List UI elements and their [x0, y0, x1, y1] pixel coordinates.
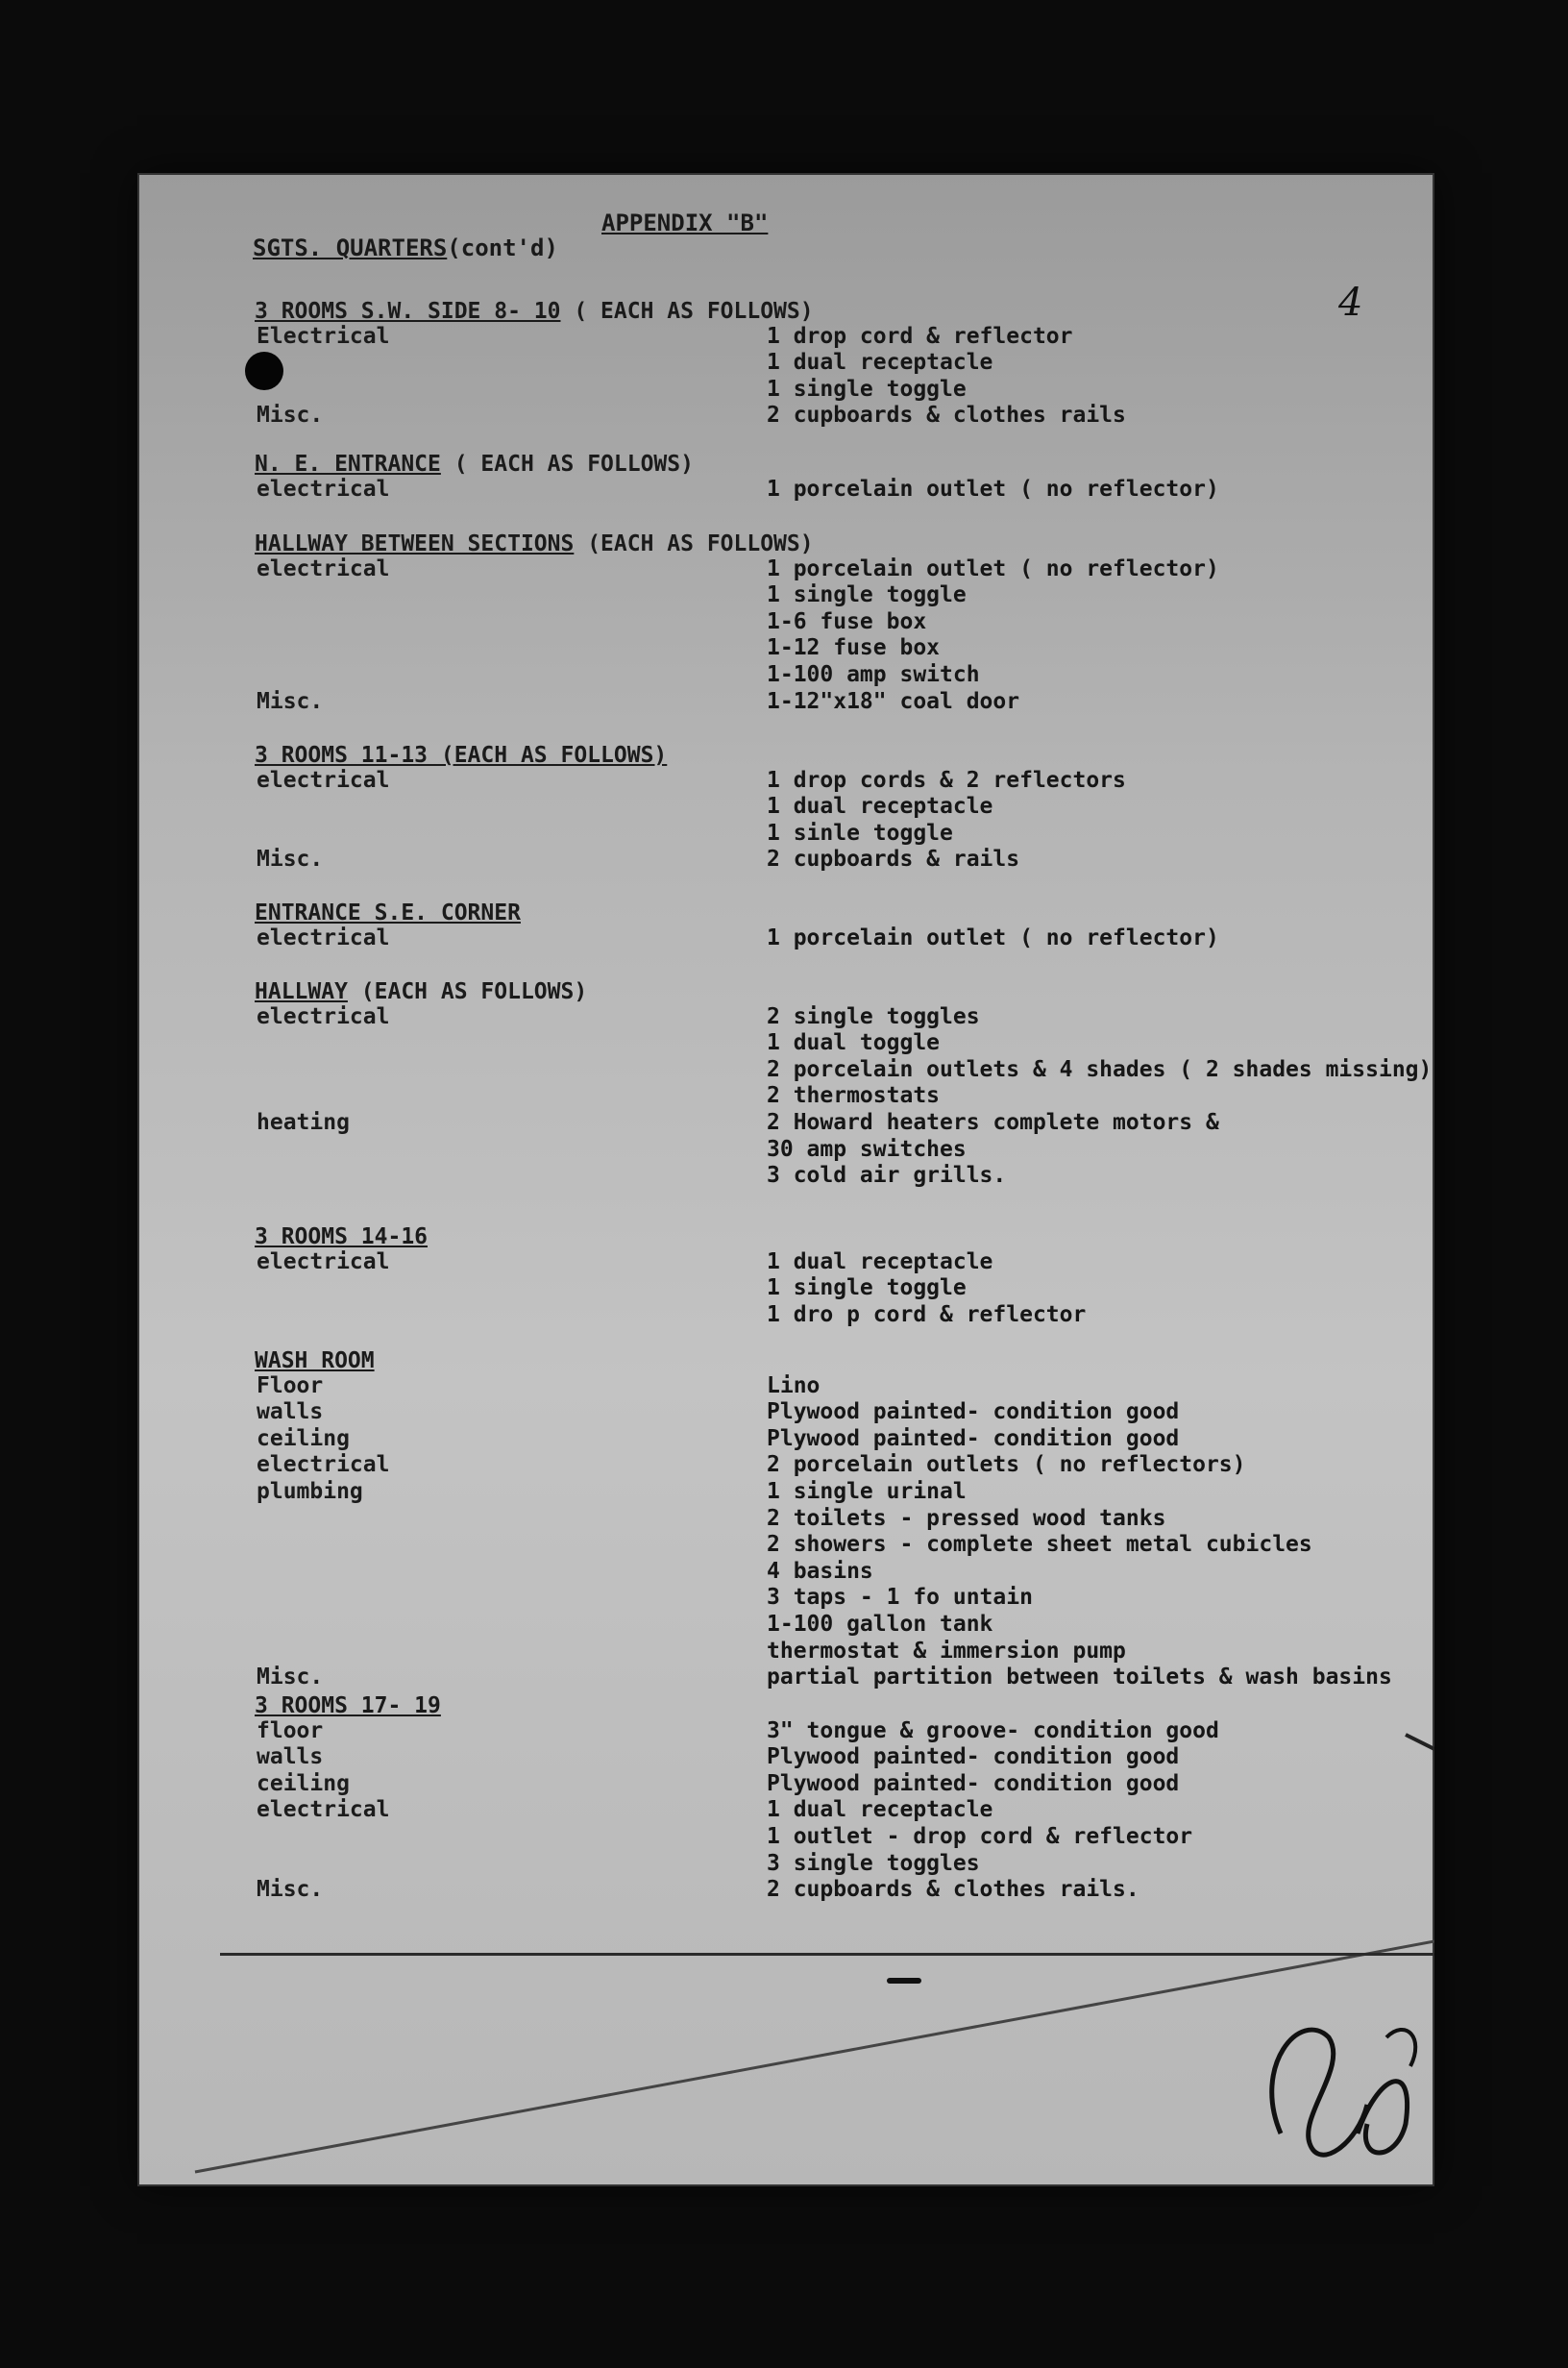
- item-description: 1 outlet - drop cord & reflector: [767, 1824, 1193, 1849]
- page-number-stamp: 4: [1338, 281, 1363, 325]
- item-category: ceiling: [257, 1425, 350, 1451]
- inventory-row: [137, 1030, 1434, 1057]
- section-heading-suffix: ( EACH AS FOLLOWS): [440, 452, 694, 477]
- inventory-row: [137, 1877, 1434, 1904]
- inventory-row: [137, 1585, 1434, 1612]
- item-category: Misc.: [257, 403, 324, 429]
- section-heading-label: 3 ROOMS 17- 19: [255, 1693, 441, 1718]
- item-description: 1-12 fuse box: [767, 635, 941, 661]
- item-description: 1-100 gallon tank: [767, 1612, 993, 1637]
- inventory-row: [137, 582, 1434, 609]
- inventory-row: [137, 847, 1434, 874]
- inventory-section: [137, 1224, 1434, 1336]
- item-description: 1 porcelain outlet ( no reflector): [767, 555, 1219, 581]
- section-heading: [255, 531, 814, 556]
- item-description: thermostat & immersion pump: [767, 1638, 1126, 1664]
- item-description: 1 dual toggle: [767, 1030, 941, 1056]
- section-heading: [255, 1348, 375, 1373]
- continued-heading-label: SGTS. QUARTERS: [253, 234, 448, 261]
- item-category: electrical: [257, 476, 390, 502]
- inventory-row: [137, 1083, 1434, 1110]
- item-category: electrical: [257, 1797, 390, 1823]
- item-category: Misc.: [257, 1665, 324, 1690]
- inventory-row: [137, 1057, 1434, 1084]
- section-heading-label: WASH ROOM: [255, 1348, 375, 1373]
- item-description: Plywood painted- condition good: [767, 1744, 1180, 1770]
- section-heading-label: 3 ROOMS 14-16: [255, 1224, 429, 1249]
- section-heading: [255, 900, 521, 925]
- item-description: 1 dro p cord & reflector: [767, 1301, 1087, 1327]
- item-description: 1 drop cord & reflector: [767, 323, 1073, 349]
- section-heading-label: HALLWAY BETWEEN SECTIONS: [255, 531, 575, 556]
- section-heading-suffix: (EACH AS FOLLOWS): [574, 531, 814, 556]
- inventory-row: [137, 1665, 1434, 1691]
- item-category: walls: [257, 1744, 324, 1770]
- continued-heading: [253, 234, 558, 261]
- section-heading-label: HALLWAY: [255, 979, 348, 1004]
- inventory-row: [137, 794, 1434, 821]
- item-category: walls: [257, 1399, 324, 1425]
- item-description: 1 dual receptacle: [767, 1797, 993, 1823]
- inventory-row: [137, 1824, 1434, 1851]
- item-category: ceiling: [257, 1770, 350, 1796]
- item-category: floor: [257, 1717, 324, 1743]
- bottom-divider: [220, 1953, 1434, 1956]
- inventory-row: [137, 1373, 1434, 1400]
- item-description: 2 porcelain outlets ( no reflectors): [767, 1452, 1246, 1478]
- inventory-row: [137, 350, 1434, 377]
- item-description: 2 cupboards & clothes rails.: [767, 1877, 1139, 1903]
- inventory-row: [137, 768, 1434, 795]
- item-description: 2 thermostats: [767, 1083, 941, 1109]
- inventory-row: [137, 662, 1434, 689]
- item-description: 1 single toggle: [767, 376, 967, 402]
- item-description: 1-12"x18" coal door: [767, 688, 1020, 714]
- item-category: Misc.: [257, 847, 324, 873]
- item-category: Misc.: [257, 1877, 324, 1903]
- item-description: 1 dual receptacle: [767, 794, 993, 820]
- item-description: 3" tongue & groove- condition good: [767, 1717, 1219, 1743]
- section-heading: [255, 452, 694, 477]
- inventory-row: [137, 403, 1434, 430]
- inventory-row: [137, 477, 1434, 504]
- section-heading: [255, 979, 587, 1004]
- item-description: 2 Howard heaters complete motors &: [767, 1110, 1219, 1135]
- item-category: electrical: [257, 767, 390, 793]
- item-description: 1 dual receptacle: [767, 1248, 993, 1274]
- item-description: 1 single urinal: [767, 1479, 967, 1504]
- item-description: 3 single toggles: [767, 1850, 980, 1876]
- item-category: Electrical: [257, 323, 390, 349]
- inventory-row: [137, 1612, 1434, 1639]
- item-description: 1-100 amp switch: [767, 662, 980, 687]
- inventory-row: [137, 1479, 1434, 1506]
- section-heading-label: N. E. ENTRANCE: [255, 452, 441, 477]
- continued-heading-suffix: (cont'd): [447, 234, 558, 261]
- item-description: 1 dual receptacle: [767, 350, 993, 376]
- item-description: Plywood painted- condition good: [767, 1425, 1180, 1451]
- inventory-section: [137, 979, 1434, 1197]
- section-heading-suffix: ( EACH AS FOLLOWS): [560, 299, 814, 324]
- item-description: 1 sinle toggle: [767, 820, 953, 846]
- item-description: 1-6 fuse box: [767, 608, 927, 634]
- document-page: [137, 173, 1434, 2186]
- inventory-row: [137, 1004, 1434, 1031]
- inventory-section: [137, 531, 1434, 723]
- inventory-row: [137, 1110, 1434, 1137]
- item-description: 2 showers - complete sheet metal cubicles: [767, 1532, 1312, 1558]
- inventory-row: [137, 1137, 1434, 1164]
- item-category: electrical: [257, 555, 390, 581]
- inventory-row: [137, 1639, 1434, 1665]
- item-category: electrical: [257, 1452, 390, 1478]
- inventory-row: [137, 821, 1434, 848]
- inventory-row: [137, 324, 1434, 351]
- item-description: 2 cupboards & rails: [767, 847, 1020, 873]
- inventory-row: [137, 556, 1434, 583]
- item-description: 30 amp switches: [767, 1136, 967, 1162]
- section-heading: [255, 299, 814, 324]
- inventory-row: [137, 1275, 1434, 1302]
- inventory-row: [137, 1302, 1434, 1329]
- item-category: Misc.: [257, 688, 324, 714]
- inventory-row: [137, 635, 1434, 662]
- ink-mark: [887, 1978, 921, 1984]
- inventory-section: [137, 1348, 1434, 1699]
- inventory-row: [137, 1771, 1434, 1798]
- section-heading: [255, 1224, 428, 1249]
- inventory-row: [137, 1163, 1434, 1190]
- item-description: 1 single toggle: [767, 582, 967, 608]
- inventory-row: [137, 1506, 1434, 1533]
- inventory-row: [137, 1851, 1434, 1878]
- section-heading-label: 3 ROOMS 11-13 (EACH AS FOLLOWS): [255, 743, 668, 768]
- inventory-row: [137, 1532, 1434, 1559]
- inventory-row: [137, 1426, 1434, 1453]
- inventory-row: [137, 925, 1434, 952]
- item-description: 2 single toggles: [767, 1003, 980, 1029]
- inventory-row: [137, 1744, 1434, 1771]
- item-description: 3 cold air grills.: [767, 1163, 1007, 1189]
- inventory-section: [137, 743, 1434, 881]
- item-description: Plywood painted- condition good: [767, 1770, 1180, 1796]
- inventory-row: [137, 689, 1434, 716]
- inventory-section: [137, 900, 1434, 959]
- inventory-row: [137, 1249, 1434, 1276]
- section-heading-label: ENTRANCE S.E. CORNER: [255, 900, 521, 925]
- item-description: 3 taps - 1 fo untain: [767, 1585, 1033, 1611]
- section-heading: [255, 1693, 441, 1718]
- item-category: electrical: [257, 1248, 390, 1274]
- item-description: 2 porcelain outlets & 4 shades ( 2 shades missing): [767, 1056, 1433, 1082]
- item-category: Floor: [257, 1372, 324, 1398]
- item-category: electrical: [257, 1003, 390, 1029]
- inventory-section: [137, 1693, 1434, 1912]
- inventory-row: [137, 1718, 1434, 1745]
- item-description: 2 cupboards & clothes rails: [767, 403, 1126, 429]
- section-heading: [255, 743, 667, 768]
- item-description: 1 porcelain outlet ( no reflector): [767, 925, 1219, 950]
- item-description: Plywood painted- condition good: [767, 1399, 1180, 1425]
- section-heading-suffix: (EACH AS FOLLOWS): [347, 979, 588, 1004]
- item-description: 1 porcelain outlet ( no reflector): [767, 476, 1219, 502]
- page-title: APPENDIX "B": [601, 210, 769, 236]
- inventory-row: [137, 1399, 1434, 1426]
- inventory-row: [137, 609, 1434, 636]
- item-category: plumbing: [257, 1479, 363, 1504]
- item-description: Lino: [767, 1372, 821, 1398]
- inventory-row: [137, 1797, 1434, 1824]
- handwritten-signature: [1242, 1980, 1434, 2182]
- item-description: 1 single toggle: [767, 1275, 967, 1301]
- inventory-section: [137, 452, 1434, 510]
- inventory-row: [137, 1452, 1434, 1479]
- inventory-row: [137, 1559, 1434, 1586]
- item-category: electrical: [257, 925, 390, 950]
- item-description: 4 basins: [767, 1558, 873, 1584]
- section-heading-label: 3 ROOMS S.W. SIDE 8- 10: [255, 299, 561, 324]
- inventory-section: [137, 299, 1434, 437]
- item-description: 1 drop cords & 2 reflectors: [767, 767, 1126, 793]
- item-category: heating: [257, 1110, 350, 1135]
- item-description: partial partition between toilets & wash basins: [767, 1665, 1392, 1690]
- inventory-row: [137, 377, 1434, 404]
- item-description: 2 toilets - pressed wood tanks: [767, 1505, 1166, 1531]
